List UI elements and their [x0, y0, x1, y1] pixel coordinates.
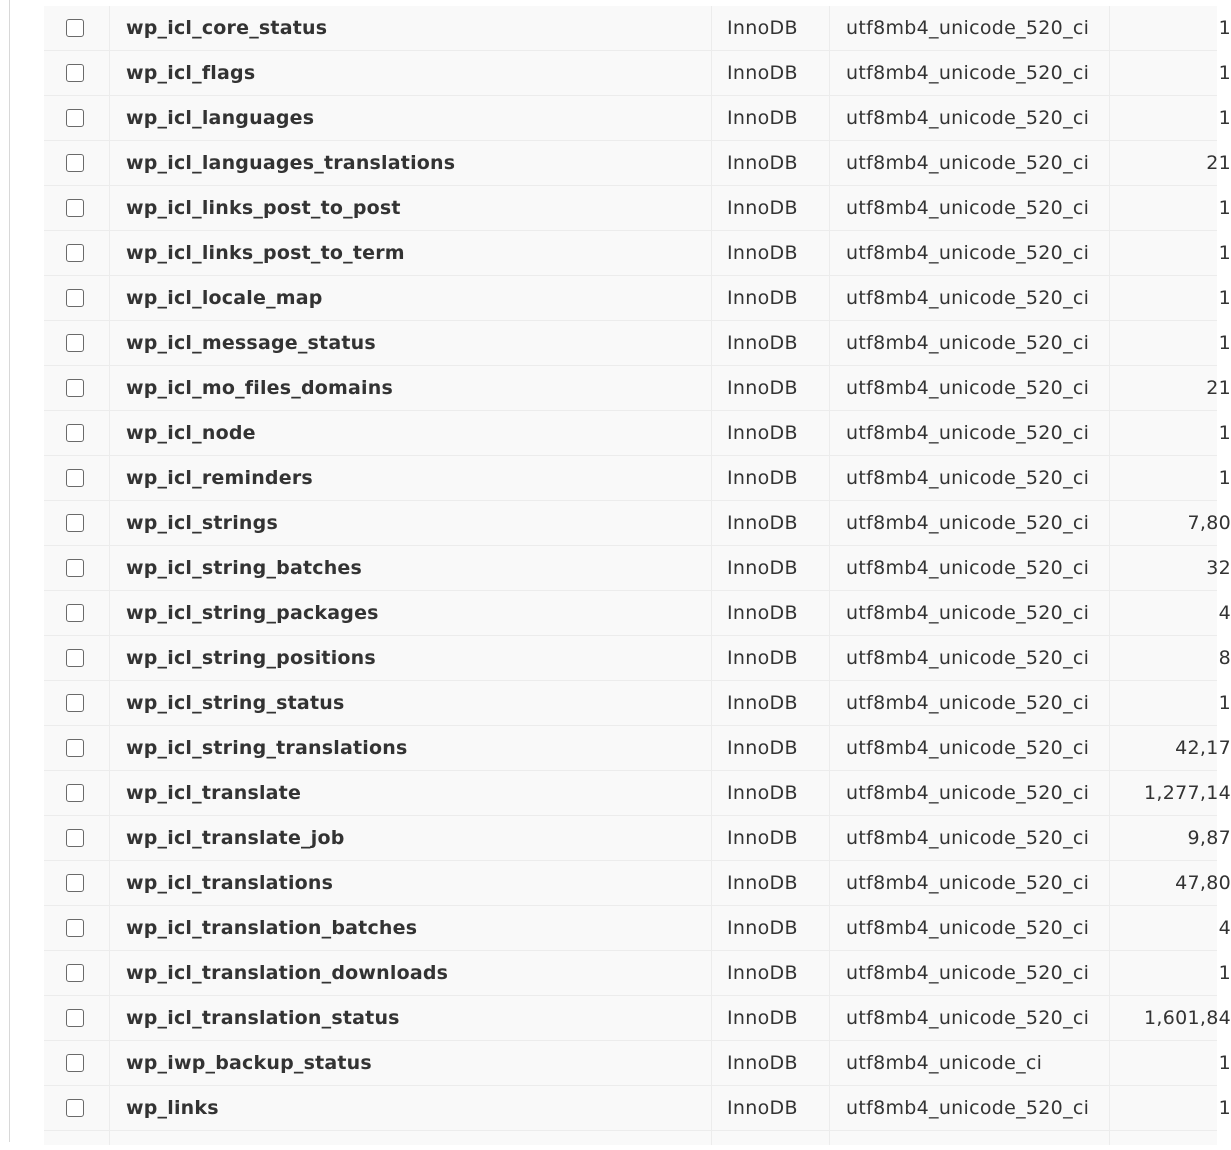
- row-select-cell: [44, 726, 110, 770]
- table-name[interactable]: wp_icl_languages_translations: [110, 141, 712, 185]
- table-collation: utf8mb4_unicode_520_ci: [830, 996, 1110, 1040]
- table-collation: utf8mb4_unicode_520_ci: [830, 1086, 1110, 1130]
- table-row-count-cell: [1110, 96, 1231, 140]
- table-collation: utf8mb4_unicode_520_ci: [830, 906, 1110, 950]
- table-name[interactable]: wp_icl_links_post_to_term: [110, 231, 712, 275]
- table-row[interactable]: [44, 546, 1231, 591]
- table-row-count-cell: [1110, 276, 1231, 320]
- table-row[interactable]: [44, 1041, 1231, 1086]
- table-row-count: 1,601,84: [1143, 1007, 1231, 1029]
- row-checkbox[interactable]: [66, 649, 84, 667]
- table-collation: utf8mb4_unicode_520_ci: [830, 951, 1110, 995]
- table-engine: InnoDB: [712, 816, 830, 860]
- row-checkbox[interactable]: [66, 154, 84, 172]
- table-name[interactable]: wp_icl_reminders: [110, 456, 712, 500]
- table-name[interactable]: wp_icl_node: [110, 411, 712, 455]
- table-engine: InnoDB: [712, 906, 830, 950]
- table-row-count-cell: [1110, 6, 1231, 50]
- table-row-count: 1: [1218, 197, 1231, 219]
- table-collation: utf8mb4_unicode_520_ci: [830, 231, 1110, 275]
- table-row-count-cell: [1110, 456, 1231, 500]
- row-select-cell: [44, 321, 110, 365]
- row-select-cell: [44, 861, 110, 905]
- table-row[interactable]: [44, 141, 1231, 186]
- table-name[interactable]: wp_icl_string_status: [110, 681, 712, 725]
- table-row-count: 1: [1218, 287, 1231, 309]
- table-name[interactable]: wp_links: [110, 1086, 712, 1130]
- table-engine: InnoDB: [712, 861, 830, 905]
- tables-list-body: [44, 6, 1231, 1131]
- table-row[interactable]: [44, 276, 1231, 321]
- table-name[interactable]: wp_icl_languages: [110, 96, 712, 140]
- table-row-count: 4: [1218, 917, 1231, 939]
- table-row[interactable]: [44, 906, 1231, 951]
- table-engine: InnoDB: [712, 951, 830, 995]
- row-select-cell: [44, 231, 110, 275]
- table-engine: InnoDB: [712, 1041, 830, 1085]
- table-collation: utf8mb4_unicode_520_ci: [830, 681, 1110, 725]
- table-collation: utf8mb4_unicode_520_ci: [830, 861, 1110, 905]
- row-checkbox[interactable]: [66, 289, 84, 307]
- row-select-cell: [44, 141, 110, 185]
- table-row-count-cell: [1110, 861, 1231, 905]
- table-row-count-cell: [1110, 591, 1231, 635]
- table-row-count-cell: [1110, 681, 1231, 725]
- table-engine: InnoDB: [712, 321, 830, 365]
- table-row-count: 4: [1218, 602, 1231, 624]
- row-select-cell: [44, 906, 110, 950]
- row-checkbox[interactable]: [66, 829, 84, 847]
- table-engine: InnoDB: [712, 996, 830, 1040]
- table-row-count-cell: [1110, 636, 1231, 680]
- table-row-count: 1: [1218, 332, 1231, 354]
- row-select-cell: [44, 591, 110, 635]
- table-collation: utf8mb4_unicode_520_ci: [830, 636, 1110, 680]
- table-engine: InnoDB: [712, 366, 830, 410]
- table-row-count: 32: [1206, 557, 1231, 579]
- table-engine: InnoDB: [712, 141, 830, 185]
- row-checkbox[interactable]: [66, 604, 84, 622]
- table-engine: InnoDB: [712, 1086, 830, 1130]
- row-select-cell: [44, 51, 110, 95]
- table-name[interactable]: wp_icl_message_status: [110, 321, 712, 365]
- table-row[interactable]: [44, 231, 1231, 276]
- table-row-count: 1,277,14: [1143, 782, 1231, 804]
- row-select-cell: [44, 96, 110, 140]
- row-select-cell: [44, 1041, 110, 1085]
- row-checkbox[interactable]: [66, 739, 84, 757]
- table-name[interactable]: wp_icl_mo_files_domains: [110, 366, 712, 410]
- table-row-count-cell: [1110, 546, 1231, 590]
- table-row-count: 1: [1218, 17, 1231, 39]
- table-row-count: 47,80: [1175, 872, 1231, 894]
- table-row[interactable]: [44, 636, 1231, 681]
- table-engine: InnoDB: [712, 276, 830, 320]
- table-name[interactable]: wp_icl_translate_job: [110, 816, 712, 860]
- row-checkbox[interactable]: [66, 19, 84, 37]
- row-checkbox[interactable]: [66, 964, 84, 982]
- table-collation: utf8mb4_unicode_520_ci: [830, 276, 1110, 320]
- table-collation: utf8mb4_unicode_520_ci: [830, 726, 1110, 770]
- table-row-count: 1: [1218, 242, 1231, 264]
- table-row-count-cell: [1110, 321, 1231, 365]
- table-engine: InnoDB: [712, 6, 830, 50]
- row-checkbox[interactable]: [66, 784, 84, 802]
- table-row-count-cell: [1110, 1086, 1231, 1130]
- table-row-count-cell: [1110, 1041, 1231, 1085]
- table-engine: InnoDB: [712, 681, 830, 725]
- row-select-cell: [44, 276, 110, 320]
- table-row[interactable]: [44, 726, 1231, 771]
- table-name[interactable]: wp_icl_string_translations: [110, 726, 712, 770]
- table-name[interactable]: wp_icl_translate: [110, 771, 712, 815]
- row-checkbox[interactable]: [66, 919, 84, 937]
- row-select-cell: [44, 636, 110, 680]
- row-select-cell: [44, 681, 110, 725]
- table-collation: utf8mb4_unicode_520_ci: [830, 51, 1110, 95]
- table-engine: InnoDB: [712, 231, 830, 275]
- row-select-cell: [44, 771, 110, 815]
- table-name[interactable]: wp_icl_string_positions: [110, 636, 712, 680]
- table-row-count-cell: [1110, 771, 1231, 815]
- table-name[interactable]: wp_icl_locale_map: [110, 276, 712, 320]
- table-name[interactable]: wp_iwp_backup_status: [110, 1041, 712, 1085]
- table-row-partial: [44, 1131, 1217, 1145]
- row-checkbox[interactable]: [66, 199, 84, 217]
- table-collation: utf8mb4_unicode_520_ci: [830, 411, 1110, 455]
- row-checkbox[interactable]: [66, 1099, 84, 1117]
- table-engine: InnoDB: [712, 456, 830, 500]
- table-row-count-cell: [1110, 996, 1231, 1040]
- table-name[interactable]: wp_icl_string_batches: [110, 546, 712, 590]
- table-row-count-cell: [1110, 726, 1231, 770]
- table-name[interactable]: wp_icl_string_packages: [110, 591, 712, 635]
- table-row[interactable]: [44, 501, 1231, 546]
- table-engine: InnoDB: [712, 546, 830, 590]
- row-checkbox[interactable]: [66, 559, 84, 577]
- table-row[interactable]: [44, 186, 1231, 231]
- table-row-count: 1: [1218, 962, 1231, 984]
- table-row-count-cell: [1110, 141, 1231, 185]
- table-row[interactable]: [44, 681, 1231, 726]
- table-name[interactable]: wp_icl_core_status: [110, 6, 712, 50]
- table-row-count-cell: [1110, 186, 1231, 230]
- row-select-cell: [44, 366, 110, 410]
- table-row-count: 21: [1206, 152, 1231, 174]
- table-row-count-cell: [1110, 51, 1231, 95]
- table-name[interactable]: wp_icl_translation_status: [110, 996, 712, 1040]
- table-row-count-cell: [1110, 411, 1231, 455]
- table-row-count-cell: [1110, 366, 1231, 410]
- table-collation: utf8mb4_unicode_520_ci: [830, 186, 1110, 230]
- row-checkbox[interactable]: [66, 424, 84, 442]
- row-select-cell: [44, 1086, 110, 1130]
- table-collation: utf8mb4_unicode_520_ci: [830, 456, 1110, 500]
- table-row-count: 1: [1218, 62, 1231, 84]
- tables-list: [44, 6, 1231, 1145]
- table-row[interactable]: [44, 951, 1231, 996]
- row-checkbox[interactable]: [66, 874, 84, 892]
- row-checkbox[interactable]: [66, 244, 84, 262]
- table-name[interactable]: wp_icl_translation_batches: [110, 906, 712, 950]
- table-row-count-cell: [1110, 906, 1231, 950]
- table-collation: utf8mb4_unicode_520_ci: [830, 96, 1110, 140]
- table-row-count-cell: [1110, 501, 1231, 545]
- table-engine: InnoDB: [712, 591, 830, 635]
- row-checkbox[interactable]: [66, 1054, 84, 1072]
- row-select-cell: [44, 951, 110, 995]
- table-collation: utf8mb4_unicode_520_ci: [830, 321, 1110, 365]
- row-checkbox[interactable]: [66, 694, 84, 712]
- table-row-count: 1: [1218, 1097, 1231, 1119]
- row-select-cell: [44, 816, 110, 860]
- row-checkbox[interactable]: [66, 109, 84, 127]
- table-engine: InnoDB: [712, 636, 830, 680]
- table-row[interactable]: [44, 996, 1231, 1041]
- table-row-count: 1: [1218, 467, 1231, 489]
- table-engine: InnoDB: [712, 771, 830, 815]
- row-select-cell: [44, 996, 110, 1040]
- table-name[interactable]: wp_icl_translations: [110, 861, 712, 905]
- row-select-cell: [44, 186, 110, 230]
- table-row-count-cell: [1110, 816, 1231, 860]
- table-row[interactable]: [44, 6, 1231, 51]
- table-name[interactable]: wp_icl_translation_downloads: [110, 951, 712, 995]
- table-collation: utf8mb4_unicode_520_ci: [830, 501, 1110, 545]
- row-checkbox[interactable]: [66, 514, 84, 532]
- table-row[interactable]: [44, 1086, 1231, 1131]
- table-engine: InnoDB: [712, 186, 830, 230]
- table-engine: InnoDB: [712, 501, 830, 545]
- table-row[interactable]: [44, 456, 1231, 501]
- table-collation: utf8mb4_unicode_520_ci: [830, 141, 1110, 185]
- table-row[interactable]: [44, 51, 1231, 96]
- left-border: [9, 0, 10, 1142]
- table-row-count: 8: [1218, 647, 1231, 669]
- table-row[interactable]: [44, 321, 1231, 366]
- table-collation: utf8mb4_unicode_520_ci: [830, 771, 1110, 815]
- table-row[interactable]: [44, 411, 1231, 456]
- row-checkbox[interactable]: [66, 469, 84, 487]
- table-engine: InnoDB: [712, 96, 830, 140]
- table-name[interactable]: wp_icl_strings: [110, 501, 712, 545]
- row-checkbox[interactable]: [66, 64, 84, 82]
- table-row-count-cell: [1110, 951, 1231, 995]
- table-row[interactable]: [44, 96, 1231, 141]
- table-row-count: 1: [1218, 1052, 1231, 1074]
- table-collation: utf8mb4_unicode_520_ci: [830, 366, 1110, 410]
- table-row-count: 7,80: [1187, 512, 1231, 534]
- table-collation: utf8mb4_unicode_520_ci: [830, 591, 1110, 635]
- table-row-count: 9,87: [1187, 827, 1231, 849]
- table-row[interactable]: [44, 816, 1231, 861]
- table-row-count-cell: [1110, 231, 1231, 275]
- table-name[interactable]: wp_icl_flags: [110, 51, 712, 95]
- row-select-cell: [44, 456, 110, 500]
- row-select-cell: [44, 6, 110, 50]
- row-checkbox[interactable]: [66, 379, 84, 397]
- table-row[interactable]: [44, 366, 1231, 411]
- table-row-count: 42,17: [1175, 737, 1231, 759]
- table-row-count: 21: [1206, 377, 1231, 399]
- table-collation: utf8mb4_unicode_520_ci: [830, 546, 1110, 590]
- row-select-cell: [44, 411, 110, 455]
- table-row-count: 1: [1218, 107, 1231, 129]
- table-collation: utf8mb4_unicode_ci: [830, 1041, 1110, 1085]
- row-select-cell: [44, 501, 110, 545]
- table-engine: InnoDB: [712, 51, 830, 95]
- table-row[interactable]: [44, 771, 1231, 816]
- table-row-count: 1: [1218, 692, 1231, 714]
- table-engine: InnoDB: [712, 411, 830, 455]
- table-row[interactable]: [44, 591, 1231, 636]
- row-select-cell: [44, 546, 110, 590]
- table-name[interactable]: wp_icl_links_post_to_post: [110, 186, 712, 230]
- row-checkbox[interactable]: [66, 334, 84, 352]
- table-engine: InnoDB: [712, 726, 830, 770]
- table-collation: utf8mb4_unicode_520_ci: [830, 6, 1110, 50]
- table-collation: utf8mb4_unicode_520_ci: [830, 816, 1110, 860]
- table-row-count: 1: [1218, 422, 1231, 444]
- row-checkbox[interactable]: [66, 1009, 84, 1027]
- table-row[interactable]: [44, 861, 1231, 906]
